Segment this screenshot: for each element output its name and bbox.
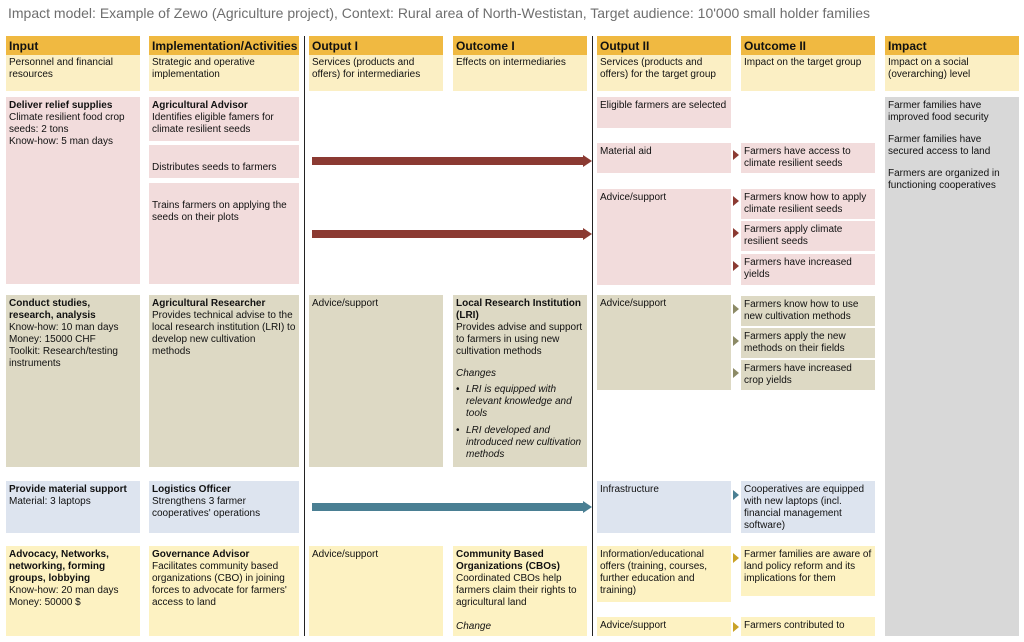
activity-title: Logistics Officer [152, 484, 231, 495]
outcome1-text: Coordinated CBOs help farmers claim their rights to agricultural land [456, 573, 577, 608]
outcome2-aware-land-policy: Farmer families are aware of land policy reform and its implications for them [741, 546, 875, 596]
separator-line [304, 36, 305, 636]
arrow-head [733, 228, 739, 238]
outcome2-know-apply: Farmers know how to apply climate resilient seeds [741, 189, 875, 219]
impact-item: Farmer families have secured access to land [888, 134, 991, 157]
arrow-head [733, 196, 739, 206]
column-desc-outcome-1: Effects on intermediaries [453, 55, 587, 91]
arrow-head [733, 304, 739, 314]
output1-advice-support: Advice/support [309, 546, 443, 636]
column-header-impact: Impact [885, 36, 1019, 55]
impact-item: Farmers are organized in functioning cooperatives [888, 168, 1000, 191]
output1-advice-support: Advice/support [309, 295, 443, 467]
outcome2-increased-yields: Farmers have increased yields [741, 254, 875, 285]
input-relief-supplies [6, 97, 140, 284]
column-desc-outcome-2: Impact on the target group [741, 55, 875, 91]
input-research [6, 295, 140, 467]
output2-material-aid: Material aid [597, 143, 731, 173]
activity-distributes-seeds: Distributes seeds to farmers [149, 145, 299, 178]
column-desc-output-2: Services (products and offers) for the target group [597, 55, 731, 91]
activity-logistics-officer [149, 481, 299, 533]
arrow-head [733, 336, 739, 346]
activity-text: Provides technical advise to the local research institution (LRI) to develop new cultivation methods [152, 310, 296, 357]
change-item: • LRI developed and introduced new cultivation methods [456, 425, 584, 461]
output2-infrastructure: Infrastructure [597, 481, 731, 533]
input-line: Material: 3 laptops [9, 496, 91, 507]
column-desc-output-1: Services (products and offers) for intermediaries [309, 55, 443, 91]
outcome2-cooperatives-laptops: Cooperatives are equipped with new laptops (incl. financial management software) [741, 481, 875, 533]
input-advocacy [6, 546, 140, 636]
outcome1-text: Provides advise and support to farmers in using new cultivation methods [456, 322, 583, 357]
outcome2-increased-crop-yields: Farmers have increased crop yields [741, 360, 875, 390]
column-desc-activities: Strategic and operative implementation [149, 55, 299, 91]
separator-line [592, 36, 593, 636]
changes-label: Change [456, 621, 492, 632]
outcome2-farmers-contributed: Farmers contributed to [741, 617, 875, 636]
input-title: Deliver relief supplies [9, 100, 113, 111]
activity-agricultural-advisor [149, 97, 299, 141]
column-desc-impact: Impact on a social (overarching) level [885, 55, 1019, 91]
column-desc-input: Personnel and financial resources [6, 55, 140, 91]
arrow-red [312, 230, 583, 238]
arrow-head [733, 150, 739, 160]
input-material-support [6, 481, 140, 533]
column-header-outcome-2: Outcome II [741, 36, 875, 55]
impact-column [885, 97, 1019, 636]
change-item: • LRI is equipped with relevant knowledge and tools [456, 384, 584, 420]
input-line: Know-how: 10 man days [9, 322, 119, 333]
input-line: Climate resilient food crop seeds: 2 tons [9, 112, 125, 135]
activity-text: Strengthens 3 farmer cooperatives' operations [152, 496, 261, 519]
output2-eligible-farmers: Eligible farmers are selected [597, 97, 731, 128]
activity-title: Agricultural Advisor [152, 100, 248, 111]
input-line: Know-how: 20 man days [9, 585, 119, 596]
activity-governance-advisor [149, 546, 299, 636]
column-header-output-2: Output II [597, 36, 731, 55]
outcome2-know-use-methods: Farmers know how to use new cultivation methods [741, 296, 875, 326]
column-header-input: Input [6, 36, 140, 55]
outcome2-apply-seeds: Farmers apply climate resilient seeds [741, 221, 875, 251]
outcome1-title: Local Research Institution (LRI) [456, 298, 582, 321]
outcome1-title: Community Based Organizations (CBOs) [456, 549, 560, 572]
page-title: Impact model: Example of Zewo (Agriculture project), Context: Rural area of North-Westistan, Target audience: 10'000 small holder families [8, 5, 870, 21]
column-header-output-1: Output I [309, 36, 443, 55]
activity-title: Agricultural Researcher [152, 298, 266, 309]
arrow-red [312, 157, 583, 165]
outcome2-access-seeds: Farmers have access to climate resilient seeds [741, 143, 875, 173]
input-title: Conduct studies, research, analysis [9, 298, 96, 321]
column-header-outcome-1: Outcome I [453, 36, 587, 55]
input-line: Toolkit: Research/testing instruments [9, 346, 118, 369]
input-line: Know-how: 5 man days [9, 136, 113, 147]
input-line: Money: 15000 CHF [9, 334, 96, 345]
arrow-blue [312, 503, 583, 511]
input-line: Money: 50000 $ [9, 597, 81, 608]
activity-text: Facilitates community based organizations (CBO) in joining forces to advocate for farmers' access to land [152, 561, 287, 608]
output2-information-offers: Information/educational offers (training, courses, further education and training) [597, 546, 731, 602]
outcome1-cbos [453, 546, 587, 636]
output2-advice-support: Advice/support [597, 295, 731, 390]
changes-label: Changes [456, 368, 497, 379]
input-title: Advocacy, Networks, networking, forming groups, lobbying [9, 549, 109, 584]
arrow-head [733, 490, 739, 500]
arrow-head [733, 368, 739, 378]
arrow-head [733, 622, 739, 632]
activity-title: Governance Advisor [152, 549, 250, 560]
column-header-activities: Implementation/Activities [149, 36, 299, 55]
input-title: Provide material support [9, 484, 127, 495]
activity-agricultural-researcher [149, 295, 299, 467]
arrow-head [733, 261, 739, 271]
outcome2-apply-methods: Farmers apply the new methods on their fields [741, 328, 875, 358]
impact-item: Farmer families have improved food security [888, 100, 989, 123]
arrow-head [733, 553, 739, 563]
outcome1-lri [453, 295, 587, 467]
activity-text: Identifies eligible famers for climate resilient seeds [152, 112, 274, 135]
activity-trains-farmers: Trains farmers on applying the seeds on their plots [149, 183, 299, 284]
output2-advice-support: Advice/support [597, 189, 731, 285]
output2-advice-support: Advice/support [597, 617, 731, 636]
